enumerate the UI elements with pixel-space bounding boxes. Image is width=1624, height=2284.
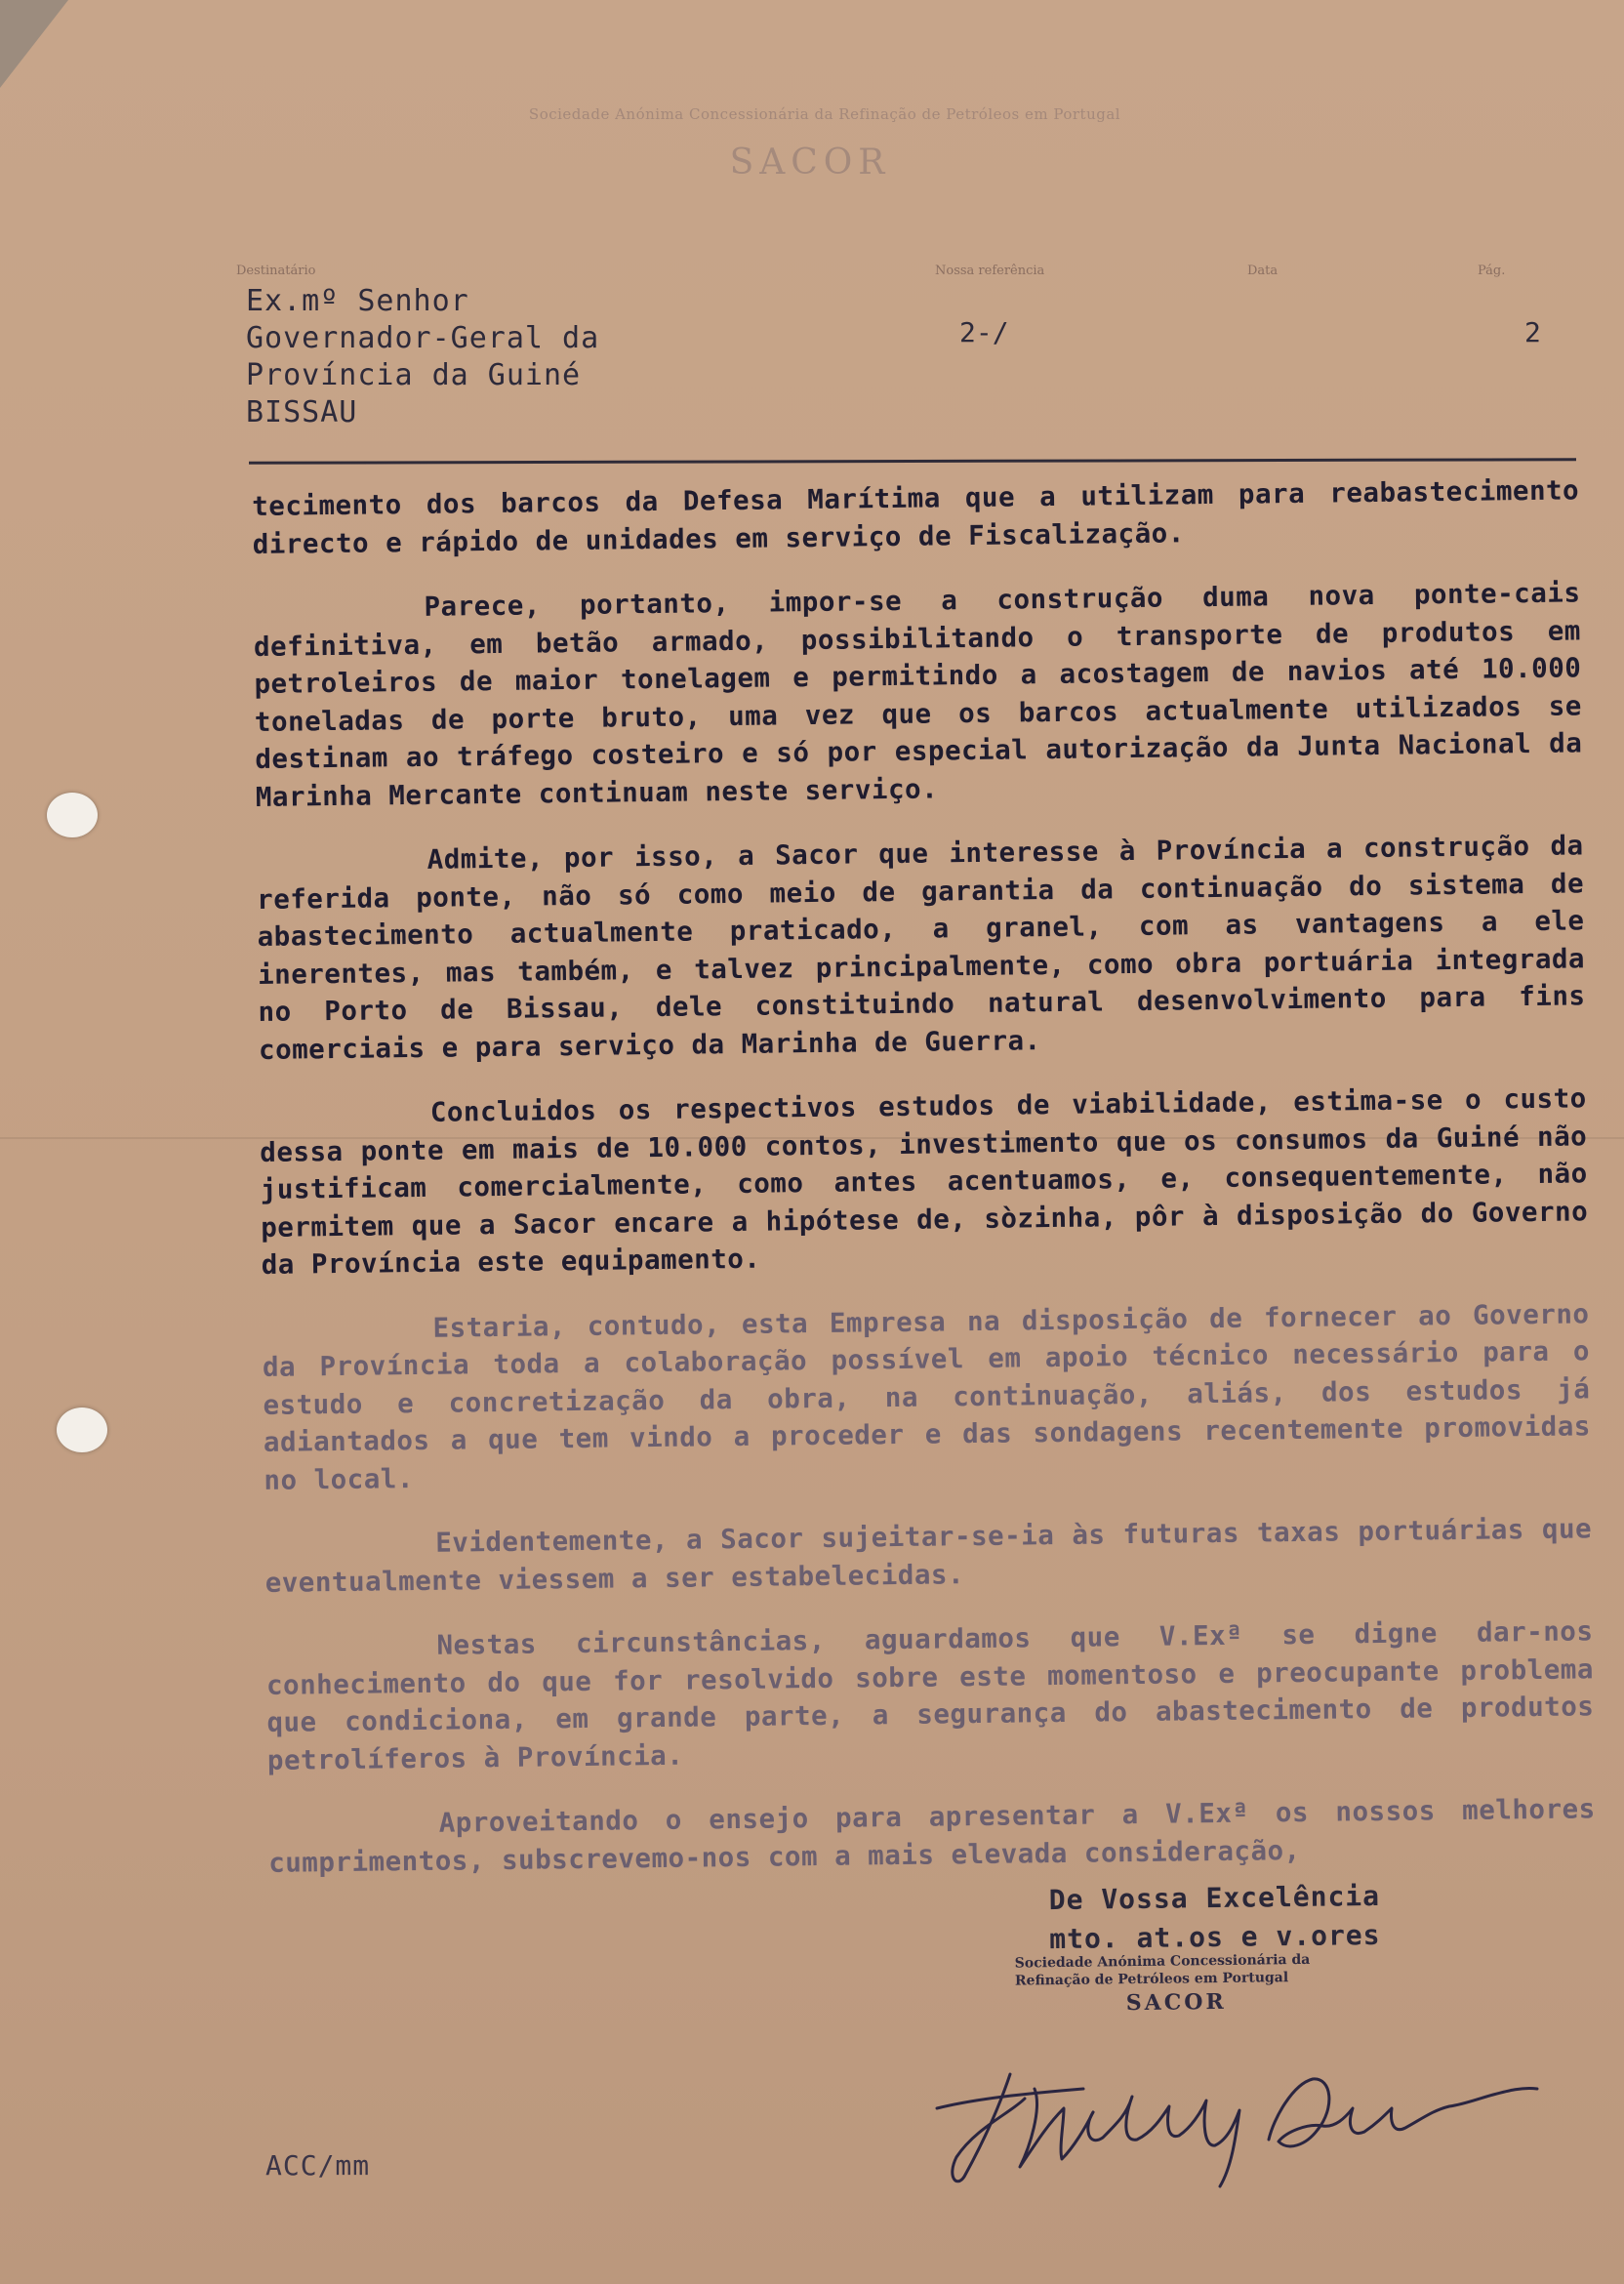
letterhead-company: Sociedade Anónima Concessionária da Refinação de Petróleos em Portugal <box>528 105 1121 123</box>
letter-body <box>252 471 1597 1909</box>
paragraph: Admite, por isso, a Sacor que interesse à Província a construção da referida ponte, não só como meio de garantia da continuação do sistema de abastecimento actualmente praticado, a granel, com as vantagens a ele inerentes, mas também, e talvez principalmente, como obra portuária integrada no Porto de Bissau, dele constituindo natural desenvolvimento para fins comerciais e para serviço da Marinha de Guerra. <box>256 830 1586 1066</box>
page-label: Pág. <box>1478 264 1506 278</box>
company-stamp <box>1014 1949 1426 2017</box>
closing-line: De Vossa Excelência <box>1048 1879 1381 1917</box>
stamp-line: Sociedade Anónima Concessionária da <box>1014 1951 1311 1972</box>
recipient-line: BISSAU <box>246 395 358 429</box>
recipient-line: Ex.mº Senhor <box>246 284 469 318</box>
stamp-line: Refinação de Petróleos em Portugal <box>1014 1970 1289 1989</box>
recipient-line: Governador-Geral da <box>246 321 600 355</box>
recipient-label: Destinatário <box>236 264 316 278</box>
date-label: Data <box>1247 264 1279 278</box>
page-number: 2 <box>1524 316 1541 348</box>
stamp-name: SACOR <box>1125 1988 1227 2017</box>
paragraph: tecimento dos barcos da Defesa Marítima que a utilizam para reabastecimento directo e rápido de unidades em serviço de Fiscalização. <box>252 474 1580 560</box>
paragraph: Estaria, contudo, esta Empresa na disposição de fornecer ao Governo da Província toda a colaboração possível em apoio técnico necessário para o estudo e concretização da obra, na continuação, aliás, dos estudos já adiantados a que tem vindo a proceder e das sondagens recentemente promovidas no local. <box>262 1297 1592 1496</box>
reference-label: Nossa referência <box>935 264 1045 278</box>
typist-reference: ACC/mm <box>265 2149 371 2182</box>
paragraph: Nestas circunstâncias, aguardamos que V.Exª se digne dar-nos conhecimento do que for resolvido sobre este momentoso e preocupante problema que condiciona, em grande parte, a segurança do abastecimento de produtos petrolíferos à Província. <box>265 1615 1595 1776</box>
closing-block <box>1049 1877 1381 1959</box>
header-divider <box>249 458 1576 465</box>
punch-hole-bottom <box>57 1407 107 1452</box>
recipient-line: Província da Guiné <box>246 358 582 392</box>
paragraph: Aproveitando o ensejo para apresentar a V.Exª os nossos melhores cumprimentos, subscrevemo-nos com a mais elevada consideração, <box>268 1793 1596 1879</box>
reference-value: 2-/ <box>959 316 1009 348</box>
paragraph: Evidentemente, a Sacor sujeitar-se-ia às futuras taxas portuárias que eventualmente viessem a ser estabelecidas. <box>264 1513 1593 1599</box>
closing-line: mto. at.os e v.ores <box>1049 1918 1381 1956</box>
handwritten-signature <box>917 2030 1581 2196</box>
punch-hole-top <box>47 793 98 837</box>
folded-corner <box>0 0 68 88</box>
paragraph: Parece, portanto, impor-se a construção duma nova ponte-cais definitiva, em betão armado, possibilitando o transporte de produtos em petroleiros de maior tonelagem e permitindo a acostagem de navios até 10.000 toneladas de porte bruto, uma vez que os barcos actualmente utilizados se destinam ao tráfego costeiro e só por especial autorização da Junta Nacional da Marinha Mercante continuam neste serviço. <box>253 577 1583 813</box>
recipient-address <box>246 283 599 431</box>
paragraph: Concluidos os respectivos estudos de viabilidade, estima-se o custo dessa ponte em mais de 10.000 contos, investimento que os consumos da Guiné não justificam comercialmente, como antes acentuamos, e, consequentemente, não permitem que a Sacor encare a hipótese de, sòzinha, pôr à disposição do Governo da Província este equipamento. <box>260 1082 1589 1281</box>
letterhead-logo: SACOR <box>729 143 891 183</box>
